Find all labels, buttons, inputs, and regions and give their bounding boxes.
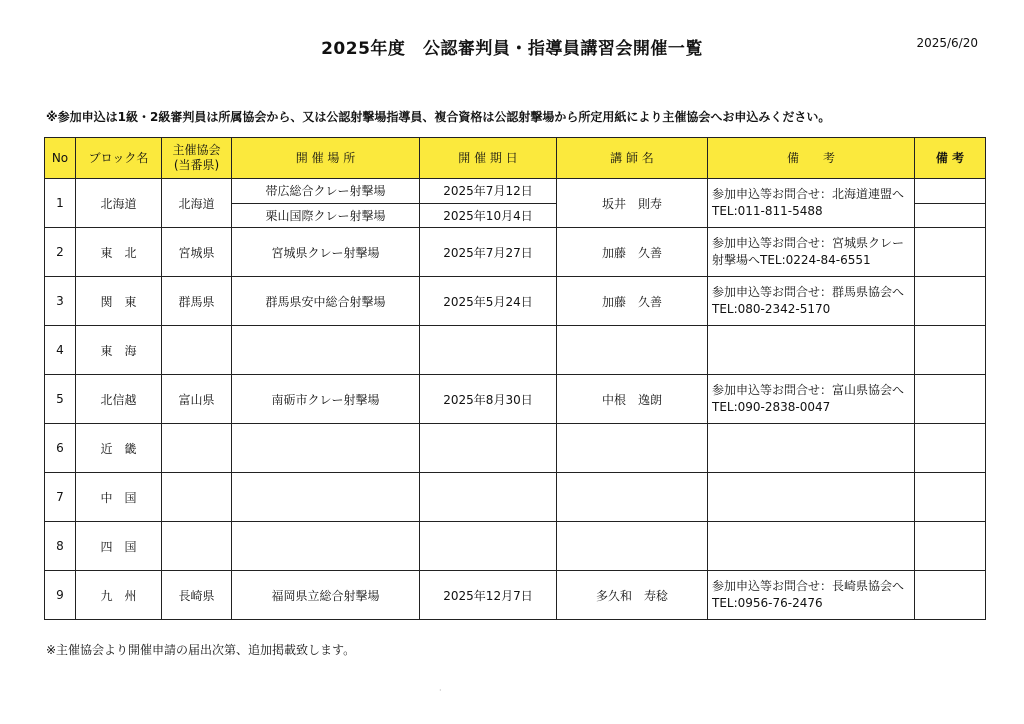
table-row xyxy=(45,326,986,375)
table-header-row xyxy=(45,138,986,179)
cell-block: 九 州 xyxy=(76,571,162,620)
cell-block: 中 国 xyxy=(76,473,162,522)
cell-lecturer: 多久和 寿稔 xyxy=(557,571,708,620)
cell-remarks: 参加申込等お問合せ：宮城県クレー射撃場へTEL:0224-84-6551 xyxy=(708,228,915,277)
cell-venue xyxy=(232,326,420,375)
document-date: 2025/6/20 xyxy=(916,36,978,50)
cell-lecturer: 加藤 久善 xyxy=(557,228,708,277)
cell-remarks xyxy=(708,473,915,522)
footer-note: ※主催協会より開催申請の届出次第、追加掲載致します。 xyxy=(46,643,356,657)
cell-remarks-2 xyxy=(915,277,986,326)
cell-block: 北海道 xyxy=(76,179,162,228)
cell-lecturer xyxy=(557,522,708,571)
cell-host: 富山県 xyxy=(162,375,232,424)
cell-no: 4 xyxy=(45,326,76,375)
table-row xyxy=(45,179,986,204)
cell-lecturer xyxy=(557,326,708,375)
cell-date: 2025年7月12日 xyxy=(420,179,557,204)
cell-date: 2025年10月4日 xyxy=(420,203,557,228)
header-block: ブロック名 xyxy=(76,138,162,179)
cell-lecturer: 加藤 久善 xyxy=(557,277,708,326)
cell-date xyxy=(420,473,557,522)
cell-no: 8 xyxy=(45,522,76,571)
table-row xyxy=(45,375,986,424)
table-row xyxy=(45,522,986,571)
cell-remarks xyxy=(708,424,915,473)
header-lecturer: 講 師 名 xyxy=(557,138,708,179)
cell-remarks-2 xyxy=(915,228,986,277)
cell-remarks-2 xyxy=(915,375,986,424)
cell-remarks xyxy=(708,522,915,571)
cell-date: 2025年7月27日 xyxy=(420,228,557,277)
cell-date: 2025年5月24日 xyxy=(420,277,557,326)
header-remarks: 備 考 xyxy=(708,138,915,179)
cell-venue xyxy=(232,424,420,473)
cell-lecturer xyxy=(557,424,708,473)
cell-venue: 帯広総合クレー射撃場 xyxy=(232,179,420,204)
header-host-line1: 主催協会 xyxy=(172,143,221,157)
cell-host: 群馬県 xyxy=(162,277,232,326)
header-host-line2: (当番県) xyxy=(173,158,220,172)
cell-remarks xyxy=(708,326,915,375)
cell-host xyxy=(162,424,232,473)
scan-speck: · xyxy=(439,686,442,695)
cell-host: 長崎県 xyxy=(162,571,232,620)
cell-block: 四 国 xyxy=(76,522,162,571)
header-venue: 開 催 場 所 xyxy=(232,138,420,179)
cell-venue xyxy=(232,522,420,571)
cell-date: 2025年12月7日 xyxy=(420,571,557,620)
cell-date xyxy=(420,522,557,571)
header-period: 開 催 期 日 xyxy=(420,138,557,179)
cell-date xyxy=(420,326,557,375)
table-row xyxy=(45,424,986,473)
cell-remarks-2 xyxy=(915,424,986,473)
cell-no: 9 xyxy=(45,571,76,620)
cell-no: 2 xyxy=(45,228,76,277)
cell-date: 2025年8月30日 xyxy=(420,375,557,424)
cell-lecturer: 坂井 則寿 xyxy=(557,179,708,228)
seminar-table xyxy=(44,137,986,620)
cell-date xyxy=(420,424,557,473)
cell-no: 3 xyxy=(45,277,76,326)
header-host xyxy=(162,138,232,179)
cell-remarks: 参加申込等お問合せ：長崎県協会へTEL:0956-76-2476 xyxy=(708,571,915,620)
cell-no: 7 xyxy=(45,473,76,522)
application-note: ※参加申込は1級・2級審判員は所属協会から、又は公認射撃場指導員、複合資格は公認射撃場から所定用紙により主催協会へお申込みください。 xyxy=(46,110,831,124)
cell-block: 東 海 xyxy=(76,326,162,375)
cell-venue: 南砺市クレー射撃場 xyxy=(232,375,420,424)
table-row xyxy=(45,228,986,277)
cell-lecturer xyxy=(557,473,708,522)
table-row xyxy=(45,277,986,326)
cell-lecturer: 中根 逸朗 xyxy=(557,375,708,424)
cell-block: 東 北 xyxy=(76,228,162,277)
cell-remarks-2 xyxy=(915,473,986,522)
cell-remarks: 参加申込等お問合せ：群馬県協会へTEL:080-2342-5170 xyxy=(708,277,915,326)
cell-host xyxy=(162,473,232,522)
cell-venue: 福岡県立総合射撃場 xyxy=(232,571,420,620)
cell-venue: 宮城県クレー射撃場 xyxy=(232,228,420,277)
cell-remarks-2 xyxy=(915,522,986,571)
cell-block: 近 畿 xyxy=(76,424,162,473)
cell-host: 北海道 xyxy=(162,179,232,228)
cell-venue xyxy=(232,473,420,522)
cell-remarks-2 xyxy=(915,326,986,375)
cell-remarks: 参加申込等お問合せ：富山県協会へTEL:090-2838-0047 xyxy=(708,375,915,424)
cell-venue: 群馬県安中総合射撃場 xyxy=(232,277,420,326)
cell-remarks: 参加申込等お問合せ：北海道連盟へTEL:011-811-5488 xyxy=(708,179,915,228)
cell-host xyxy=(162,522,232,571)
table-row xyxy=(45,571,986,620)
header-no: No xyxy=(45,138,76,179)
cell-remarks-2 xyxy=(915,179,986,204)
header-remarks-2: 備 考 xyxy=(915,138,986,179)
cell-no: 6 xyxy=(45,424,76,473)
cell-host xyxy=(162,326,232,375)
cell-venue: 栗山国際クレー射撃場 xyxy=(232,203,420,228)
cell-remarks-2 xyxy=(915,571,986,620)
cell-block: 関 東 xyxy=(76,277,162,326)
table-row xyxy=(45,473,986,522)
cell-block: 北信越 xyxy=(76,375,162,424)
page-title: 2025年度 公認審判員・指導員講習会開催一覧 xyxy=(321,39,703,59)
cell-remarks-2 xyxy=(915,203,986,228)
cell-host: 宮城県 xyxy=(162,228,232,277)
cell-no: 1 xyxy=(45,179,76,228)
cell-no: 5 xyxy=(45,375,76,424)
